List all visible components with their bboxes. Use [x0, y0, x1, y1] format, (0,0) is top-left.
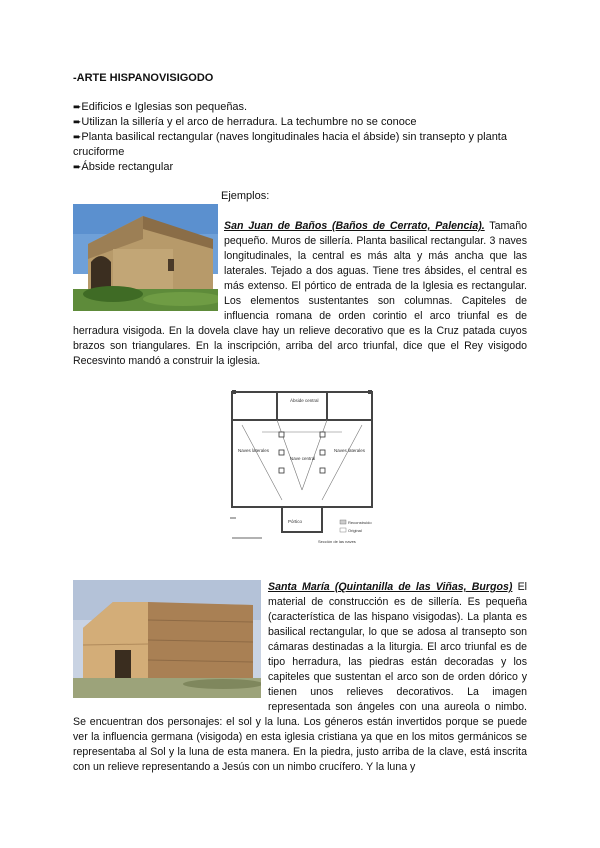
section-heading: -ARTE HISPANOVISIGODO: [73, 72, 214, 84]
arrow-bullet-icon: ➨: [73, 162, 82, 173]
arrow-bullet-icon: ➨: [73, 132, 82, 143]
church-title-link[interactable]: Santa María (Quintanilla de las Viñas, Burgos): [268, 581, 513, 593]
feature-list: [73, 100, 533, 175]
plan-label-left-nave: Naves laterales: [238, 448, 270, 453]
paragraph-san-juan: San Juan de Baños (Baños de Cerrato, Palencia). Tamaño pequeño. Muros de sillería. Planta basilical rectangular. 3 naves longitudinales, la central es más alta y más ancha que las laterales. Tejado a dos aguas. Tiene tres ábsides, el central es más extenso. El pórtico de entrada de la Iglesia es rectangular. Los elementos sustentantes son columnas. Capiteles de influencia romana de orden corintio el arco triunfal es de herradura visigoda. En la dovela clave hay un relieve decorativo que es la Cruz patada cuyos brazos son triangulares. En la inscripción, arriba del arco triunfal, dice que el Rey visigodo Recesvinto mandó a construir la iglesia.: [73, 220, 527, 367]
church-title-link[interactable]: San Juan de Baños (Baños de Cerrato, Palencia).: [224, 220, 485, 232]
plan-legend-original: Original: [348, 528, 362, 533]
list-item: ➨Ábside rectangular: [73, 161, 174, 173]
list-item: ➨Planta basilical rectangular (naves longitudinales hacia el ábside) sin transepto y planta cruciforme: [73, 131, 507, 158]
plan-label-right-nave: Naves laterales: [334, 448, 366, 453]
plan-label-apse: Ábside central: [290, 398, 319, 403]
examples-label: Ejemplos:: [221, 190, 270, 202]
plan-legend-reconstructed: Reconstruido: [348, 520, 372, 525]
arrow-bullet-icon: ➨: [73, 102, 82, 113]
plan-label-entrance: Pórtico: [288, 519, 303, 524]
plan-label-nave: Nave central: [290, 456, 316, 461]
arrow-bullet-icon: ➨: [73, 117, 82, 128]
list-item: ➨Edificios e Iglesias son pequeñas.: [73, 101, 248, 113]
list-item: ➨Utilizan la sillería y el arco de herradura. La techumbre no se conoce: [73, 116, 417, 128]
floor-plan-diagram: [222, 380, 382, 550]
paragraph-santa-maria: Santa María (Quintanilla de las Viñas, Burgos) El material de construcción es de sillería. Es pequeña (característica de las hispano visigodas). La planta es basilical rectangular, lo que se adosa al transepto son cámaras destinadas a la liturgia. El arco triunfal es de tipo herradura, las piedras están decoradas y los capiteles que sustentan el arco son de orden dórico y tienen unos relieves decorativos. La imagen representada son ángeles con una aureola o nimbo. Se encuentran dos personajes: el sol y la luna. Los géneros están invertidos porque se puede ver la influencia germana (visigoda) en esta iglesia cristiana ya que en los mitos germánicos se representaba al Sol y la luna de esta manera. En la piedra, justo arriba de la clave, está inscrita con un relieve representando a Jesús con un nimbo crucífero. Y la luna y: [73, 581, 527, 773]
plan-caption: Sección de las naves: [318, 539, 356, 544]
